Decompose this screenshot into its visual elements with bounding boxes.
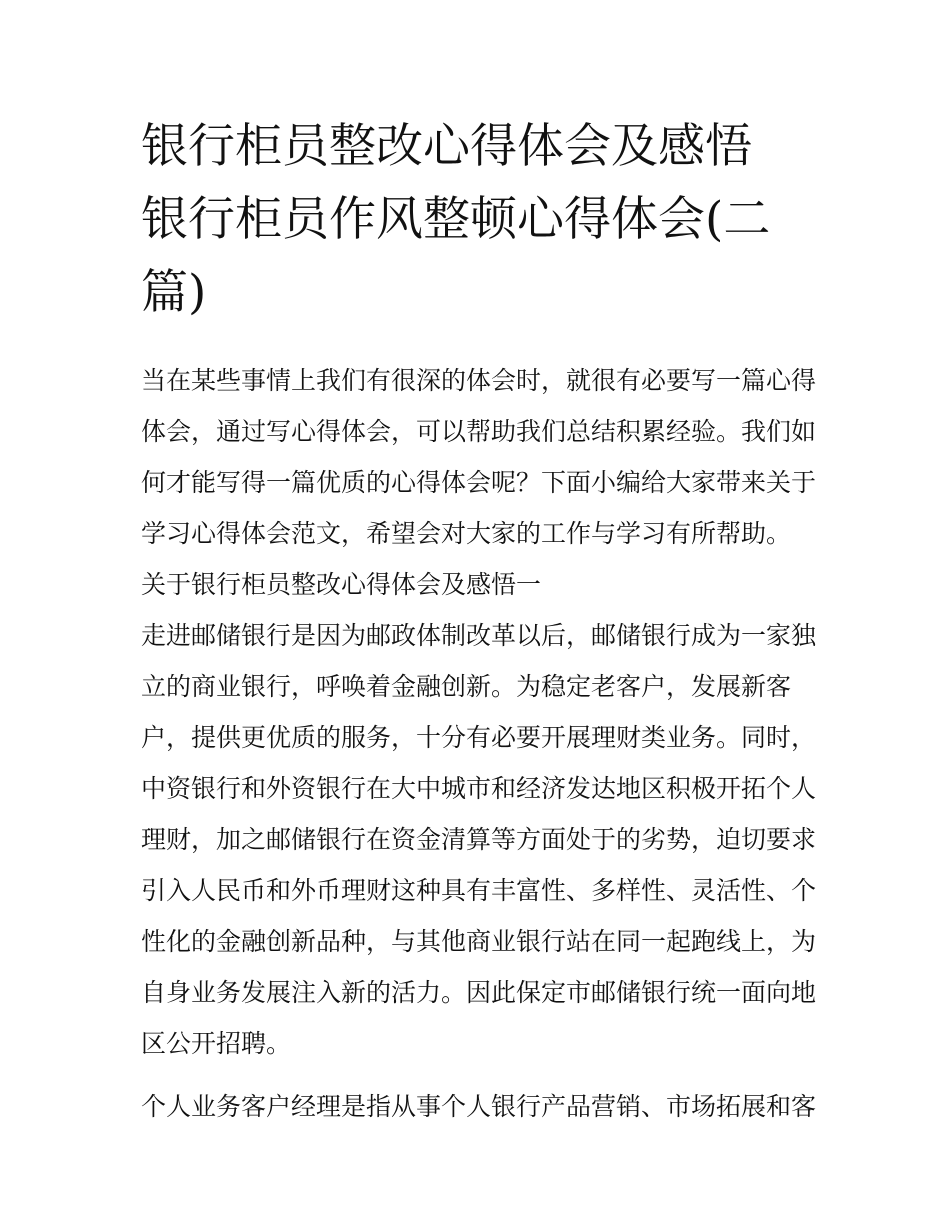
text-line: 个人业务客户经理是指从事个人银行产品营销、市场拓展和客 bbox=[141, 1092, 817, 1121]
text-line: 当在某些事情上我们有很深的体会时，就很有必要写一篇心得 bbox=[141, 366, 817, 395]
body-paragraph bbox=[141, 610, 821, 1069]
text-line: 中资银行和外资银行在大中城市和经济发达地区积极开拓个人 bbox=[141, 774, 817, 803]
body-paragraph bbox=[141, 1081, 821, 1132]
text-line: 理财，加之邮储银行在资金清算等方面处于的劣势，迫切要求 bbox=[141, 825, 817, 854]
text-line: 区公开招聘。 bbox=[141, 1029, 292, 1058]
text-line: 立的商业银行，呼唤着金融创新。为稳定老客户，发展新客 bbox=[141, 672, 792, 701]
title-line: 篇) bbox=[141, 265, 207, 320]
intro-paragraph bbox=[141, 355, 821, 559]
text-line: 何才能写得一篇优质的心得体会呢？下面小编给大家带来关于 bbox=[141, 468, 817, 497]
title-line: 银行柜员整改心得体会及感悟 bbox=[141, 119, 752, 174]
title-line: 银行柜员作风整顿心得体会(二 bbox=[141, 192, 771, 247]
text-line: 学习心得体会范文，希望会对大家的工作与学习有所帮助。 bbox=[141, 519, 792, 548]
document-title bbox=[141, 110, 821, 329]
text-line: 自身业务发展注入新的活力。因此保定市邮储银行统一面向地 bbox=[141, 978, 817, 1007]
text-line: 引入人民币和外币理财这种具有丰富性、多样性、灵活性、个 bbox=[141, 876, 817, 905]
section-heading: 关于银行柜员整改心得体会及感悟一 bbox=[141, 570, 542, 599]
text-line: 走进邮储银行是因为邮政体制改革以后，邮储银行成为一家独 bbox=[141, 621, 817, 650]
text-line: 户，提供更优质的服务，十分有必要开展理财类业务。同时， bbox=[141, 723, 817, 752]
document-page bbox=[141, 110, 821, 1132]
text-line: 性化的金融创新品种，与其他商业银行站在同一起跑线上，为 bbox=[141, 927, 817, 956]
text-line: 体会，通过写心得体会，可以帮助我们总结积累经验。我们如 bbox=[141, 417, 817, 446]
